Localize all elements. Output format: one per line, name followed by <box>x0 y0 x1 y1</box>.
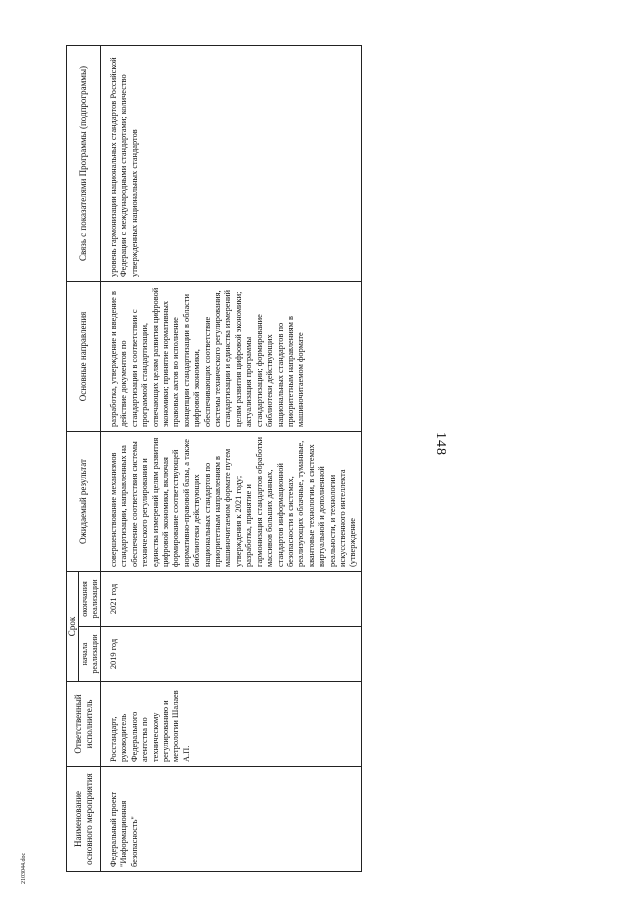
header-term-start: начала реализации <box>79 627 101 682</box>
cell-directions: разработка, утверждение и введение в действие документов по стандартизации в соответствии с программой стандартизации, отвечающих целям развития цифровой экономики; принятие нормативных правовых актов во исполнение концепции стандартизации в области цифровой экономики, обеспечивающих соответствие системы технического регулирования, стандартизации и единства измерений целям развития цифровой экономики; актуализация программы стандартизации; формирование библиотеки действующих национальных стандартов по приоритетным направлениям в машиночитаемом формате <box>101 281 362 431</box>
cell-expected-result: совершенствование механизмов стандартизации, направленных на обеспечение соответствия системы технического регулирования и единства измерений целям развития цифровой экономики, включая формирование соответствующей нормативно-правовой базы, а также библиотеки действующих национальных стандартов по приоритетным направлениям в машиночитаемом формате путем утверждения к 2021 году; разработка, принятие и гармонизация стандартов обработки массивов больших данных, стандартов информационной безопасности в системах, реализующих облачные, туманные, квантовые технологии, в системах виртуальной и дополненной реальности, и технологии искусственного интеллекта (утверждение <box>101 431 362 571</box>
header-name: Наименование основного мероприятия <box>67 767 101 872</box>
cell-end: 2021 год <box>101 571 362 626</box>
header-executor: Ответственный исполнитель <box>67 682 101 767</box>
header-expected-result: Ожидаемый результат <box>67 431 101 571</box>
document-table-rotated <box>66 46 593 872</box>
page-number: 148 <box>433 432 448 456</box>
cell-executor: Росстандарт, руководитель Федерального агентства по техническому регулированию и метрологии Шалаев А.П. <box>101 682 362 767</box>
cell-start: 2019 год <box>101 627 362 682</box>
header-term-end: окончания реализации <box>79 571 101 626</box>
file-label: 2103044.doc <box>21 852 27 884</box>
header-term: Срок <box>67 571 79 681</box>
header-directions: Основные направления <box>67 281 101 431</box>
cell-program-link: уровень гармонизации национальных стандартов Российской Федерации с международными стандартами; количество утвержденных национальных стандартов <box>101 45 362 281</box>
activities-table <box>66 45 362 872</box>
cell-name: Федеральный проект "Информационная безопасность" <box>101 767 362 872</box>
header-program-link: Связь с показателями Программы (подпрограммы) <box>67 45 101 281</box>
table-row <box>101 45 362 871</box>
